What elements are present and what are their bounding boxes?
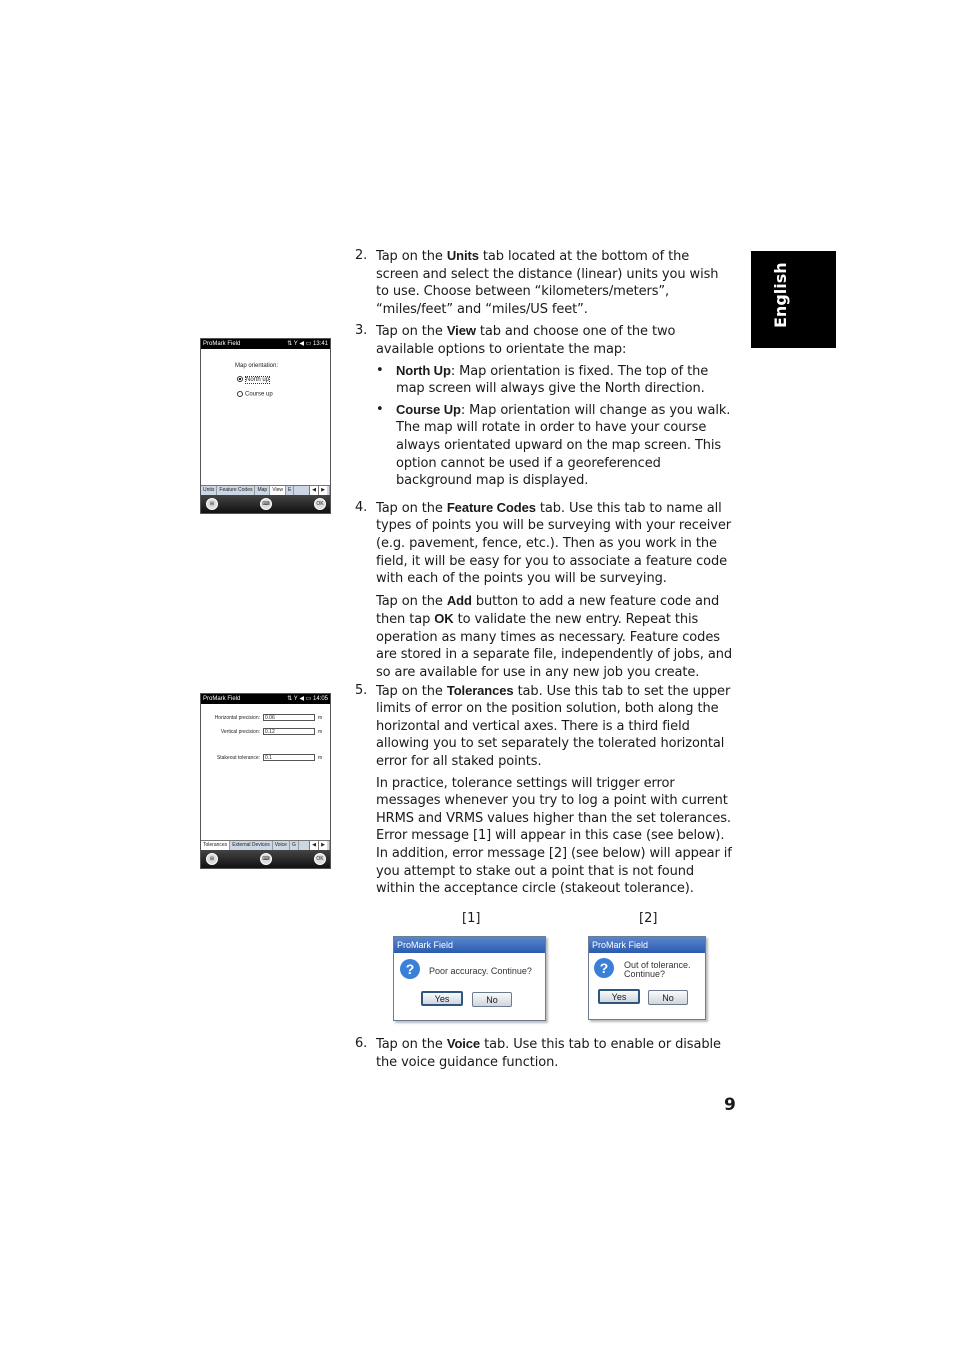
radio-selected-icon xyxy=(237,376,243,382)
step-number: 6. xyxy=(355,1036,368,1051)
keyword: Units xyxy=(446,248,479,263)
keyword: Tolerances xyxy=(446,682,514,698)
horizontal-precision-unit: m xyxy=(318,715,323,721)
bullet-course-up: • Course Up: Map orientation will change as you walk. The map will rotate in order to have your course always orientated upward on the map screen. This option cannot be used if a georeferenced background map is displayed. xyxy=(376,401,731,489)
vertical-precision-unit: m xyxy=(318,729,323,735)
device-tab-strip xyxy=(201,485,330,495)
bullet-dot: • xyxy=(376,362,384,378)
dialog-message-line-2: Continue? xyxy=(624,969,666,979)
keyboard-icon[interactable]: ⌨ xyxy=(260,498,272,510)
scroll-left-icon[interactable]: ◀ xyxy=(309,486,318,495)
vertical-precision-input[interactable]: 0.12 xyxy=(263,728,315,735)
question-icon: ? xyxy=(594,958,614,978)
keyboard-icon[interactable]: ⌨ xyxy=(260,853,272,865)
stakeout-tolerance-unit: m xyxy=(318,755,323,761)
tab-map[interactable]: Map xyxy=(255,486,270,495)
scroll-left-icon[interactable]: ◀ xyxy=(309,841,318,850)
step-number: 2. xyxy=(355,248,368,263)
ok-button[interactable]: OK xyxy=(314,853,326,865)
dialog-out-of-tolerance xyxy=(588,936,706,1020)
keyword: Voice xyxy=(446,1036,481,1051)
windows-start-icon[interactable]: ⊞ xyxy=(206,498,218,510)
keyword: Feature Codes xyxy=(446,499,536,515)
device-taskbar xyxy=(201,495,330,513)
dialog-title: ProMark Field xyxy=(394,937,545,953)
language-tab-label: English xyxy=(771,262,790,328)
status-icons: ⇅ Y ◀ ▭ xyxy=(287,696,312,702)
question-icon: ? xyxy=(400,959,420,979)
step-4: 4. Tap on the Feature Codes tab. Use this tab to name all types of points you will be surveying with your receiver (e.g. pavement, fence, etc.). Then as you work in the field, it will be easy for you to associate a feature code with each of the points you will be surveying. Tap on the Add button to add a new feature code and then tap OK to validate the new entry. Repeat this operation as many times as necessary. Feature codes are stored in a separate file, independently of jobs, and so are available for use in any new job you create. xyxy=(355,499,735,682)
course-up-option[interactable]: Course up xyxy=(237,391,273,398)
status-icons: ⇅ Y ◀ ▭ xyxy=(287,341,312,347)
device-clock: 13:41 xyxy=(312,341,328,347)
yes-button[interactable]: Yes xyxy=(421,991,463,1006)
step-number: 4. xyxy=(355,499,368,515)
scroll-right-icon[interactable]: ▶ xyxy=(318,841,327,850)
vertical-precision-label: Vertical precision: xyxy=(220,729,260,735)
step-number: 3. xyxy=(355,323,368,339)
device-tab-strip xyxy=(201,840,330,850)
horizontal-precision-label: Horizontal precision: xyxy=(214,715,260,721)
tab-external-devices[interactable]: External Devices xyxy=(230,841,273,850)
dialog-message: Poor accuracy. Continue? xyxy=(429,966,532,976)
step-5: 5. Tap on the Tolerances tab. Use this tab to set the upper limits of error on the position solution, both along the horizontal and vertical axes. There is a third field allowing you to set separately the tolerated horizontal error for all staked points. In practice, tolerance settings will trigger error messages whenever you try to log a point with current HRMS and VRMS values higher than the set tolerances. Error message [1] will appear in this case (see below). In addition, error message [2] (see below) will appear if you attempt to stake out a point that is not found within the acceptance circle (stakeout tolerance). xyxy=(355,682,735,898)
dialog-title: ProMark Field xyxy=(589,937,705,953)
horizontal-precision-input[interactable]: 0.06 xyxy=(263,714,315,721)
dialog-poor-accuracy xyxy=(393,936,546,1021)
page-number: 9 xyxy=(724,1095,736,1115)
step-4-extra: Tap on the Add button to add a new feature code and then tap OK to validate the new entry. Repeat this operation as many times as necessary. Feature codes are stored in a separate file, independently of jobs, and so are available for use in any new job you create. xyxy=(376,592,732,681)
step-5-extra: In practice, tolerance settings will trigger error messages whenever you try to log a point with current HRMS and VRMS values higher than the set tolerances. Error message [1] will appear in this case (see below). In addition, error message [2] (see below) will appear if you attempt to stake out a point that is not found within the acceptance circle (stakeout tolerance). xyxy=(376,775,732,897)
device-screenshot-tolerances xyxy=(200,693,331,869)
bullet-north-up: • North Up: Map orientation is fixed. The top of the map screen will always give the North direction. xyxy=(376,362,709,397)
radio-icon xyxy=(237,391,243,397)
device-screenshot-view xyxy=(200,338,331,514)
step-6: 6. Tap on the Voice tab. Use this tab to enable or disable the voice guidance function. xyxy=(355,1036,721,1070)
scroll-right-icon[interactable]: ▶ xyxy=(318,486,327,495)
device-app-title: ProMark Field xyxy=(203,696,241,702)
instructions-step-6-block xyxy=(355,1035,735,1071)
dialog-message-line-1: Out of tolerance. xyxy=(624,960,691,970)
ok-button[interactable]: OK xyxy=(314,498,326,510)
instructions-column xyxy=(355,247,735,898)
windows-start-icon[interactable]: ⊞ xyxy=(206,853,218,865)
bullet-dot: • xyxy=(376,401,384,417)
tab-view[interactable]: View xyxy=(270,486,286,495)
tab-units[interactable]: Units xyxy=(201,486,217,495)
step-2: 2. Tap on the Units tab located at the bottom of the screen and select the distance (linear) units you wish to use. Choose between “kilometers/meters”, “miles/feet” and “miles/US feet”. xyxy=(355,248,719,317)
tab-e[interactable]: E xyxy=(286,486,294,495)
device-title-bar xyxy=(201,339,330,349)
language-tab xyxy=(751,251,836,348)
tab-tolerances[interactable]: Tolerances xyxy=(201,841,230,850)
tab-feature-codes[interactable]: Feature Codes xyxy=(217,486,255,495)
device-app-title: ProMark Field xyxy=(203,341,241,347)
step-number: 5. xyxy=(355,682,368,698)
stakeout-tolerance-input[interactable]: 0.1 xyxy=(263,754,315,761)
tab-g[interactable]: G xyxy=(290,841,299,850)
device-taskbar xyxy=(201,850,330,868)
keyword: View xyxy=(446,323,476,339)
no-button[interactable]: No xyxy=(648,990,688,1005)
tab-voice[interactable]: Voice xyxy=(273,841,290,850)
map-orientation-heading: Map orientation: xyxy=(235,363,279,369)
figure-label-1: [1] xyxy=(462,911,481,926)
north-up-option[interactable]: North up xyxy=(237,376,270,383)
no-button[interactable]: No xyxy=(472,992,512,1007)
figure-label-2: [2] xyxy=(639,911,658,926)
step-3: 3. Tap on the View tab and choose one of the two available options to orientate the map: • North Up: Map orientation is fixed. The top of the map screen will always give the North direction. • Course Up: Map orientation will change as you walk. The map will rotate in order to have your course always orientated upward on the map screen. This option cannot be used if a georeferenced background map is displayed. xyxy=(355,322,735,489)
device-clock: 14:05 xyxy=(312,696,328,702)
stakeout-tolerance-label: Stakeout tolerance: xyxy=(216,755,260,761)
device-title-bar xyxy=(201,694,330,704)
yes-button[interactable]: Yes xyxy=(598,989,640,1004)
